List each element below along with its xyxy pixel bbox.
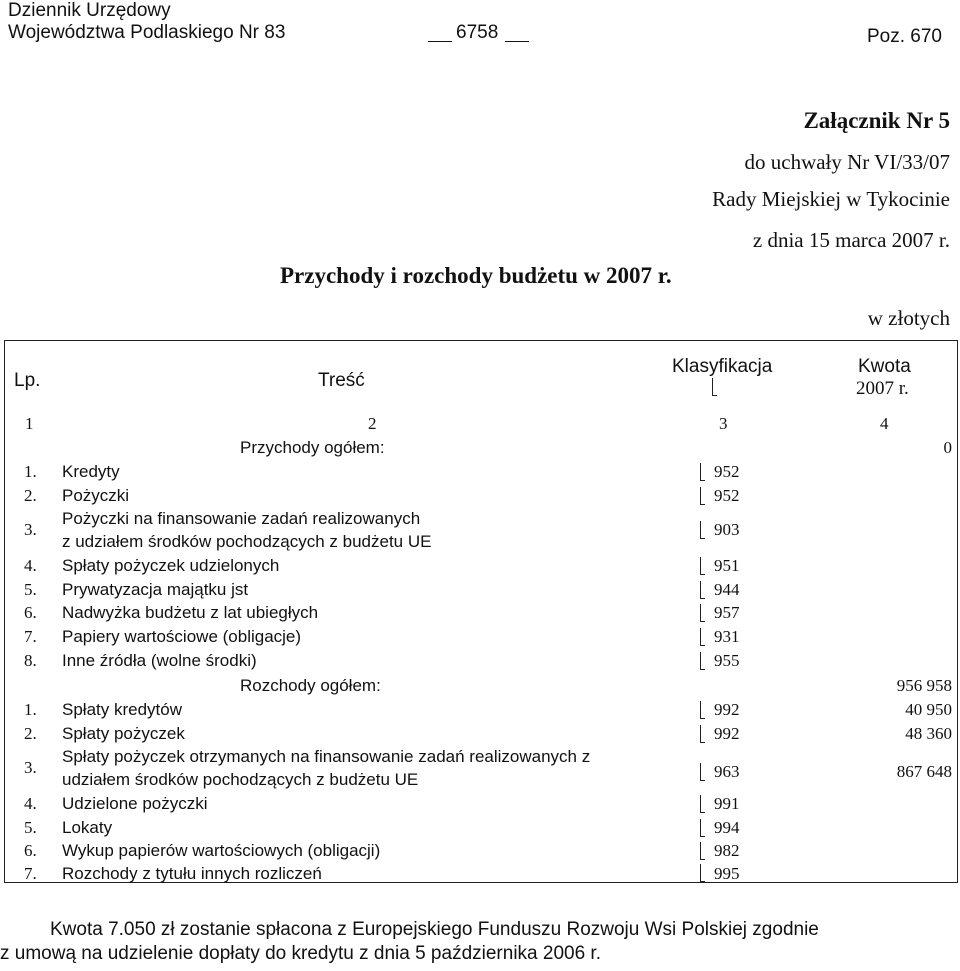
row-code: 952 (714, 462, 740, 481)
row-lp: 7. (24, 627, 37, 646)
row-text: Prywatyzacja majątku jst (62, 580, 249, 599)
header-dash-left (428, 41, 452, 42)
row-text: Inne źródła (wolne środki) (62, 651, 257, 670)
code-bracket (700, 725, 705, 743)
table-left-border (4, 340, 5, 883)
attachment-date: z dnia 15 marca 2007 r. (752, 228, 950, 252)
code-bracket (700, 795, 705, 813)
header-dash-right (505, 41, 529, 42)
header-kwota: Kwota (858, 356, 911, 377)
document-title: Przychody i rozchody budżetu w 2007 r. (280, 263, 672, 288)
row-text: Spłaty kredytów (62, 700, 182, 719)
row-code: 951 (714, 556, 740, 575)
code-bracket (700, 652, 705, 670)
row-text: Spłaty pożyczek udzielonych (62, 556, 280, 575)
row-lp: 6. (24, 603, 37, 622)
row-amount: 867 648 (896, 762, 952, 781)
row-text-line2: z udziałem środków pochodzących z budżetu UE (62, 532, 432, 551)
header-klasyfikacja: Klasyfikacja (672, 356, 773, 377)
footnote-line2: z umową na udzielenie dopłaty do kredytu z dnia 5 października 2006 r. (0, 943, 601, 964)
row-lp: 6. (24, 841, 37, 860)
code-bracket (700, 628, 705, 646)
row-code: 903 (714, 520, 740, 539)
row-text: Udzielone pożyczki (62, 794, 208, 813)
code-bracket (700, 842, 705, 860)
colnum-4: 4 (880, 414, 889, 433)
row-text-line1: Pożyczki na finansowanie zadań realizowanych (62, 509, 421, 528)
row-text: Papiery wartościowe (obligacje) (62, 627, 302, 646)
row-code: 957 (714, 603, 740, 622)
row-text-line1: Spłaty pożyczek otrzymanych na finansowanie zadań realizowanych z (62, 747, 591, 766)
row-code: 991 (714, 794, 740, 813)
code-bracket (700, 701, 705, 719)
code-bracket (700, 463, 705, 481)
header-bracket (712, 378, 717, 396)
code-bracket (700, 521, 705, 539)
code-bracket (700, 581, 705, 599)
row-lp: 3. (24, 520, 37, 539)
table-right-border (957, 340, 958, 883)
row-text: Nadwyżka budżetu z lat ubiegłych (62, 603, 319, 622)
row-lp: 7. (24, 864, 37, 883)
colnum-2: 2 (368, 414, 377, 433)
colnum-1: 1 (25, 414, 34, 433)
row-code: 931 (714, 627, 740, 646)
position-number: Poz. 670 (867, 26, 942, 47)
journal-name: Dziennik Urzędowy (8, 0, 171, 21)
row-lp: 4. (24, 556, 37, 575)
journal-issue: Województwa Podlaskiego Nr 83 (8, 22, 286, 43)
header-lp: Lp. (14, 370, 41, 391)
row-text: Pożyczki (62, 486, 130, 505)
attachment-resolution: do uchwały Nr VI/33/07 (744, 150, 950, 174)
row-lp: 2. (24, 486, 37, 505)
row-amount: 48 360 (905, 724, 952, 743)
table-top-border (4, 340, 958, 341)
header-tresc: Treść (318, 370, 365, 391)
row-text: Lokaty (62, 818, 113, 837)
row-amount: 40 950 (905, 700, 952, 719)
code-bracket (700, 763, 705, 781)
row-lp: 1. (24, 462, 37, 481)
row-lp: 2. (24, 724, 37, 743)
code-bracket (700, 819, 705, 837)
row-text: Wykup papierów wartościowych (obligacji) (62, 841, 381, 860)
row-code: 955 (714, 651, 740, 670)
row-text: Spłaty pożyczek (62, 724, 185, 743)
row-code: 995 (714, 864, 740, 883)
page-number: 6758 (456, 22, 499, 43)
code-bracket (700, 487, 705, 505)
colnum-3: 3 (719, 414, 728, 433)
row-text-line2: udziałem środków pochodzących z budżetu UE (62, 770, 419, 789)
row-lp: 1. (24, 700, 37, 719)
expense-total-value: 956 958 (896, 676, 952, 695)
row-lp: 5. (24, 580, 37, 599)
row-text: Rozchody z tytułu innych rozliczeń (62, 864, 322, 883)
row-code: 944 (714, 580, 740, 599)
code-bracket (700, 604, 705, 622)
row-code: 992 (714, 700, 740, 719)
row-code: 994 (714, 818, 740, 837)
header-kwota-year: 2007 r. (856, 378, 909, 399)
attachment-council: Rady Miejskiej w Tykocinie (712, 187, 950, 211)
row-lp: 3. (24, 758, 37, 777)
code-bracket (700, 864, 705, 882)
expense-total-label: Rozchody ogółem: (240, 676, 381, 695)
income-total-value: 0 (943, 438, 952, 457)
row-lp: 8. (24, 651, 37, 670)
row-lp: 5. (24, 818, 37, 837)
attachment-title: Załącznik Nr 5 (803, 108, 950, 133)
income-total-label: Przychody ogółem: (240, 438, 385, 457)
currency-unit: w złotych (867, 306, 950, 330)
footnote-line1: Kwota 7.050 zł zostanie spłacona z Europejskiego Funduszu Rozwoju Wsi Polskiej zgodnie (50, 919, 819, 940)
code-bracket (700, 557, 705, 575)
row-text: Kredyty (62, 462, 120, 481)
row-lp: 4. (24, 794, 37, 813)
row-code: 982 (714, 841, 740, 860)
row-code: 992 (714, 724, 740, 743)
row-code: 952 (714, 486, 740, 505)
row-code: 963 (714, 762, 740, 781)
